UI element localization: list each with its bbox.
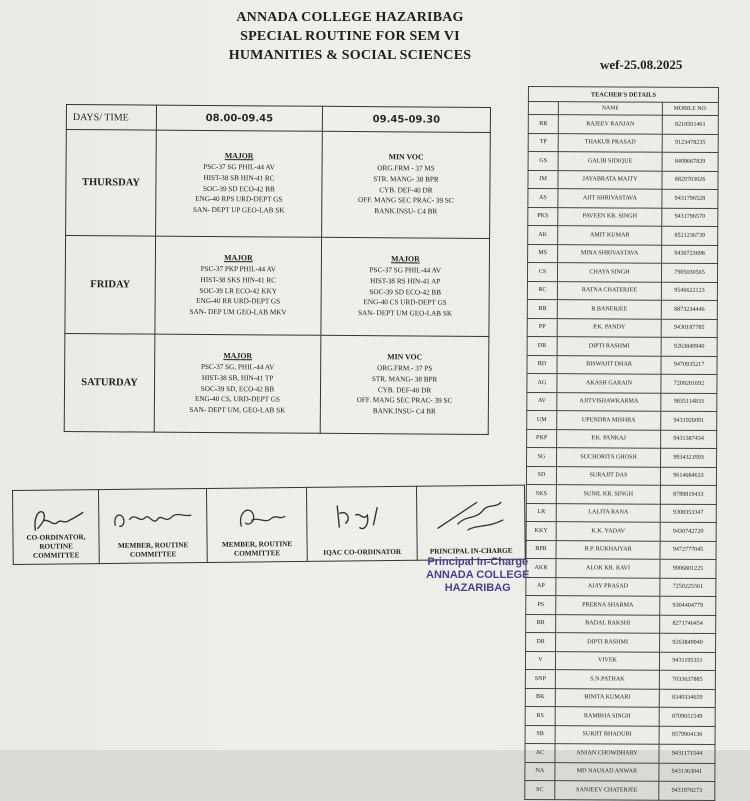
teacher-name: P.K. PANDY — [557, 318, 661, 337]
teacher-mobile: 9123478235 — [662, 134, 718, 153]
teacher-row — [527, 263, 717, 282]
teacher-mobile: 9431796528 — [662, 189, 718, 208]
teacher-row — [525, 651, 715, 670]
teacher-code: V — [525, 651, 555, 670]
teacher-row — [525, 780, 715, 799]
teacher-mobile: 9430187785 — [661, 319, 717, 338]
teacher-name: CHAYA SINGH — [557, 263, 661, 282]
day-friday: FRIDAY — [65, 236, 156, 335]
teacher-name: MD NAUSAD ANWAR — [555, 762, 659, 781]
slot1-time: 08.00-09.45 — [156, 105, 322, 131]
document-title — [200, 8, 500, 65]
teacher-code: PKS — [528, 207, 558, 226]
teacher-name: RAMBHA SINGH — [555, 707, 659, 726]
teacher-name: AMIT KUMAR — [558, 226, 662, 245]
teacher-mobile: 9263849940 — [661, 337, 717, 356]
teacher-code: PP — [527, 318, 557, 337]
teacher-code: AG — [527, 373, 557, 392]
teacher-mobile: 9431363041 — [659, 763, 715, 782]
teacher-code: SC — [525, 780, 555, 799]
teacher-row — [527, 299, 717, 318]
teacher-name: JAYABRATA MAITY — [558, 170, 662, 189]
teacher-name: RATNA CHATERJEE — [557, 281, 661, 300]
teacher-code: BR — [526, 614, 556, 633]
teacher-code: SKS — [526, 484, 556, 503]
teacher-mobile: 9934321993 — [661, 448, 717, 467]
saturday-slot1: MAJOR PSC-37 SG, PHIL-44 AV HIST-38 SB, HIN-41 TP SOC-39 SD, ECO-42 BB ENG-40 CS, URD-DEPT GS SAN- DEPT UM, GEO-LAB SK — [154, 334, 321, 433]
teacher-name: P.K. PANKAJ — [557, 429, 661, 448]
principal-stamp: Principal In-Charge ANNADA COLLEGE HAZARIBAG — [426, 556, 530, 594]
signature-principal: PRINCIPAL IN-CHARGE — [416, 485, 525, 560]
teacher-row — [527, 447, 717, 466]
routine-table — [64, 104, 491, 435]
teacher-row — [525, 669, 715, 688]
teacher-name: DIPTI RASHMI — [557, 337, 661, 356]
thursday-slot1: MAJOR PSC-37 SG PHIL-44 AV HIST-38 SB HIN-41 RC SOC-39 SD ECO-42 BB ENG-40 RPS URD-DEPT GS SAN- DEPT UP GEO-LAB SK — [156, 130, 323, 237]
teacher-row — [528, 115, 718, 134]
teacher-code: BD — [527, 355, 557, 374]
days-time-header: DAYS/ TIME — [66, 105, 156, 131]
teacher-code: SG — [527, 447, 557, 466]
handwritten-signature — [417, 494, 525, 535]
teacher-name: BADAL RAKSHI — [556, 614, 660, 633]
teacher-mobile: 7905030565 — [661, 263, 717, 282]
teacher-row — [528, 244, 718, 263]
teacher-mobile: 8789819433 — [660, 485, 716, 504]
teacher-mobile: 9546622123 — [661, 282, 717, 301]
teacher-mobile: 9263849940 — [660, 633, 716, 652]
teacher-row — [528, 133, 718, 152]
teacher-name: VIVEK — [555, 651, 659, 670]
teacher-mobile: 9308353347 — [660, 504, 716, 523]
teacher-code: JM — [528, 170, 558, 189]
teacher-code: AS — [528, 189, 558, 208]
teacher-name: AJITVISHAWKARMA — [557, 392, 661, 411]
teacher-name: GALIB SIDIQUE — [558, 152, 662, 171]
teacher-code: PKP — [527, 429, 557, 448]
teacher-name: AJAY PRASAD — [556, 577, 660, 596]
teacher-row — [528, 152, 718, 171]
teacher-row — [525, 725, 715, 744]
teacher-row — [526, 484, 716, 503]
teacher-name: THAKUR PRASAD — [558, 133, 662, 152]
teacher-row — [526, 558, 716, 577]
teacher-code: AKR — [526, 558, 556, 577]
teacher-code: CS — [527, 263, 557, 282]
teachers-title: TEACHER'S DETAILS — [528, 87, 718, 103]
teacher-code: DR — [526, 632, 556, 651]
teacher-row — [527, 318, 717, 337]
teacher-name: B.BANERJEE — [557, 300, 661, 319]
day-saturday: SATURDAY — [64, 333, 155, 432]
thursday-slot2: MIN VOC ORG.FRM - 37 MS STR. MANG- 38 BPR CYB. DEF-40 DR OFF. MANG SEC PRAC- 39 SC BANK.INSU- C4 BR — [322, 131, 491, 238]
teacher-mobile: 7033637885 — [659, 670, 715, 689]
teacher-code: GS — [528, 152, 558, 171]
teacher-mobile: 8873234446 — [661, 300, 717, 319]
teacher-mobile: 8709651549 — [659, 707, 715, 726]
friday-slot2: MAJOR PSC-37 SG PHIL-44 AV HIST-38 RS HIN-41 AP SOC-39 SD ECO-42 BB ENG-40 CS URD-DEPT GS SAN- DEPT UM GEO-LAB SK — [321, 237, 490, 336]
teacher-name: DIPTI RASHMI — [556, 633, 660, 652]
teacher-name: ANJAN CHOWDHARY — [555, 744, 659, 763]
teacher-code: PS — [526, 595, 556, 614]
signature-coordinator: CO-ORDINATOR, ROUTINE COMMITTEE — [13, 490, 100, 565]
teacher-name: AKASH GARAIN — [557, 374, 661, 393]
teacher-row — [526, 595, 716, 614]
teacher-name: BINITA KUMARI — [555, 688, 659, 707]
teacher-mobile: 9431171544 — [659, 744, 715, 763]
teacher-code: TP — [528, 133, 558, 152]
teacher-code: BK — [525, 688, 555, 707]
teacher-mobile: 8829703026 — [662, 171, 718, 190]
teacher-mobile: 9835114833 — [661, 393, 717, 412]
slot2-time: 09.45-09.30 — [322, 106, 490, 132]
teacher-row — [528, 207, 718, 226]
signature-member-1: MEMBER, ROUTINE COMMITTEE — [99, 488, 208, 563]
teacher-row — [526, 540, 716, 559]
teacher-code: RR — [528, 115, 558, 134]
teacher-mobile: 8210501461 — [662, 115, 718, 134]
teacher-row — [527, 281, 717, 300]
teacher-row — [527, 355, 717, 374]
teacher-mobile: 7209201692 — [661, 374, 717, 393]
teacher-name: SURJIT BHADURI — [555, 725, 659, 744]
teacher-code: UM — [527, 410, 557, 429]
teacher-row — [528, 189, 718, 208]
teacher-code: KKY — [526, 521, 556, 540]
teacher-code: SNP — [525, 669, 555, 688]
teacher-row — [526, 577, 716, 596]
teacher-mobile: 9470935217 — [661, 356, 717, 375]
teacher-row — [526, 466, 716, 485]
teacher-name: MINA SHRIVASTAVA — [558, 244, 662, 263]
handwritten-signature — [207, 496, 307, 537]
teacher-code: NA — [525, 762, 555, 781]
teacher-mobile: 9614684633 — [660, 467, 716, 486]
stream-title: HUMANITIES & SOCIAL SCIENCES — [228, 48, 472, 63]
teacher-mobile: 9431978273 — [659, 781, 715, 800]
teacher-mobile: 9430723698 — [662, 245, 718, 264]
teacher-mobile: 8340334659 — [659, 689, 715, 708]
teacher-name: S.N.PATHAK — [555, 670, 659, 689]
handwritten-signature — [307, 495, 417, 536]
signature-iqac: IQAC CO-ORDINATOR — [306, 486, 417, 561]
teacher-mobile: 9304404779 — [660, 596, 716, 615]
teacher-mobile: 8521236739 — [662, 226, 718, 245]
teacher-code: AP — [526, 577, 556, 596]
teacher-mobile: 9431926091 — [661, 411, 717, 430]
handwritten-signature — [99, 497, 207, 538]
teacher-name: B.P. RUKHAIYAR — [556, 540, 660, 559]
teacher-row — [526, 632, 716, 651]
teacher-row — [527, 429, 717, 448]
teacher-mobile: 9431387434 — [661, 430, 717, 449]
teachers-table — [524, 86, 719, 800]
teacher-name: LALITA RANA — [556, 503, 660, 522]
teacher-code: AV — [527, 392, 557, 411]
teacher-name: UPENDRA MISHRA — [557, 411, 661, 430]
teacher-row — [527, 392, 717, 411]
friday-slot1: MAJOR PSC-37 PKP PHIL-44 AV HIST-38 SKS HIN-41 RC SOC-39 LR ECO-42 KKY ENG-40 RR URD-DEPT GS SAN- DEP UM GEO-LAB MKV — [155, 236, 322, 335]
teacher-mobile: 8579904136 — [659, 726, 715, 745]
teacher-mobile: 9431195351 — [659, 652, 715, 671]
signature-table — [12, 485, 526, 565]
teacher-code: RC — [527, 281, 557, 300]
teacher-code: MS — [528, 244, 558, 263]
teacher-mobile: 8271746454 — [660, 615, 716, 634]
teacher-mobile: 8409667829 — [662, 152, 718, 171]
teacher-row — [528, 170, 718, 189]
teacher-row — [525, 706, 715, 725]
teacher-row — [525, 688, 715, 707]
teacher-name: SURAJIT DAS — [556, 466, 660, 485]
teacher-row — [528, 226, 718, 245]
teacher-name: SANJEEV CHATERJEE — [555, 781, 659, 800]
col-mobile: MOBILE NO. — [662, 102, 718, 115]
teacher-row — [525, 743, 715, 762]
teacher-code: LR — [526, 503, 556, 522]
teacher-row — [527, 336, 717, 355]
day-thursday: THURSDAY — [66, 130, 157, 237]
col-name: NAME — [558, 102, 662, 116]
handwritten-signature — [13, 498, 99, 539]
teacher-code: BPR — [526, 540, 556, 559]
teacher-code: AC — [525, 743, 555, 762]
teacher-code: SD — [526, 466, 556, 485]
teacher-name: PAVEEN KR. SINGH — [558, 207, 662, 226]
teacher-code: DR — [527, 336, 557, 355]
teacher-name: PRERNA SHARMA — [556, 596, 660, 615]
teacher-mobile: 9472777045 — [660, 541, 716, 560]
teacher-code: RS — [525, 706, 555, 725]
teacher-row — [527, 410, 717, 429]
teacher-row — [527, 373, 717, 392]
teacher-name: SUNIL KR. SINGH — [556, 485, 660, 504]
teacher-mobile: 9431796570 — [662, 208, 718, 227]
teacher-row — [526, 503, 716, 522]
teacher-name: RAJEEV RANJAN — [558, 115, 662, 134]
teacher-row — [525, 762, 715, 781]
teacher-name: K.K. YADAV — [556, 522, 660, 541]
routine-title: SPECIAL ROUTINE FOR SEM VI — [240, 29, 460, 44]
teacher-name: SUCHORITA GHOSH — [557, 448, 661, 467]
teacher-mobile: 9006801225 — [660, 559, 716, 578]
signature-member-2: MEMBER, ROUTINE COMMITTEE — [206, 487, 307, 562]
teacher-mobile: 9430742720 — [660, 522, 716, 541]
teacher-name: BISWAJIT DHAR — [557, 355, 661, 374]
teacher-code: BB — [527, 299, 557, 318]
teacher-code: SB — [525, 725, 555, 744]
teacher-mobile: 7250225561 — [660, 578, 716, 597]
college-name: ANNADA COLLEGE HAZARIBAG — [236, 10, 464, 25]
teacher-row — [526, 521, 716, 540]
teacher-name: ALOK KR. RAVI — [556, 559, 660, 578]
teacher-row — [526, 614, 716, 633]
col-code — [528, 102, 558, 115]
effective-date: wef-25.08.2025 — [600, 57, 683, 72]
saturday-slot2: MIN VOC ORG.FRM.- 37 PS STR. MANG- 38 BPR CYB. DEF-40 DR OFF. MANG SEC PRAC- 39 SC BANK.INSU- C4 BR — [320, 335, 489, 434]
teacher-code: AK — [528, 226, 558, 245]
teacher-name: AJIT SHRIVASTAVA — [558, 189, 662, 208]
